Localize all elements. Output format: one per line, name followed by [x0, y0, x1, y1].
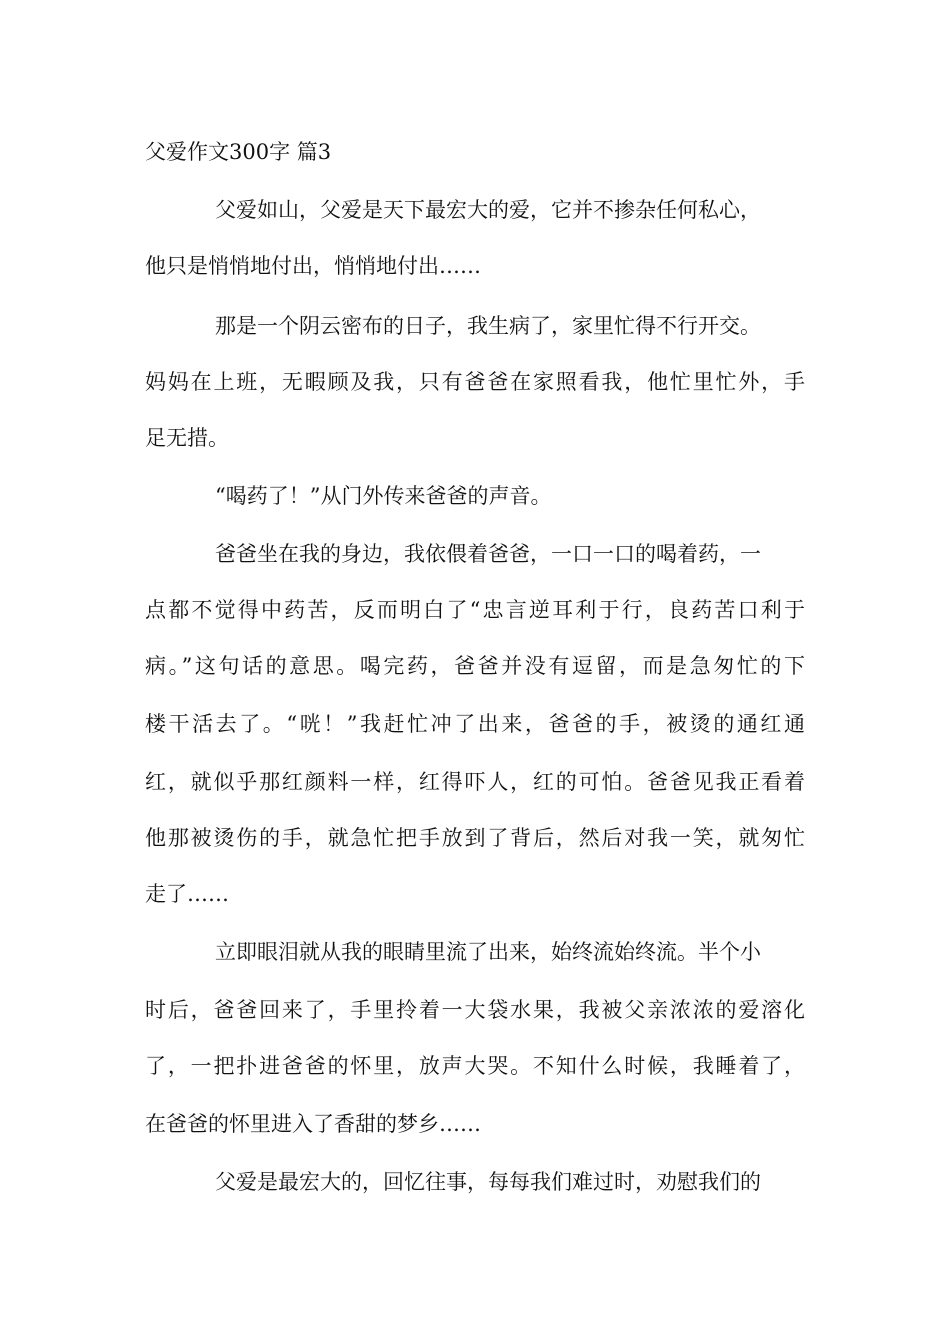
paragraph-5-line-4: 在爸爸的怀里进入了香甜的梦乡…… — [145, 1112, 481, 1136]
paragraph-4-line-1: 爸爸坐在我的身边，我依偎着爸爸，一口一口的喝着药，一 — [215, 542, 761, 566]
paragraph-1-line-1: 父爱如山，父爱是天下最宏大的爱，它并不掺杂任何私心， — [215, 198, 761, 222]
paragraph-5-line-2: 时后，爸爸回来了，手里拎着一大袋水果，我被父亲浓浓的爱溶化 — [145, 998, 805, 1022]
document-title: 父爱作文300字 篇3 — [145, 140, 332, 164]
paragraph-6-line-1: 父爱是最宏大的，回忆往事，每每我们难过时，劝慰我们的 — [215, 1170, 761, 1194]
paragraph-5-line-3: 了，一把扑进爸爸的怀里，放声大哭。不知什么时候，我睡着了， — [145, 1054, 805, 1078]
paragraph-4-line-7: 走了…… — [145, 882, 229, 906]
paragraph-2-line-2: 妈妈在上班，无暇顾及我，只有爸爸在家照看我，他忙里忙外，手 — [145, 370, 805, 394]
paragraph-3-line-1: “喝药了！”从门外传来爸爸的声音。 — [215, 484, 552, 508]
paragraph-4-line-2: 点都不觉得中药苦，反而明白了“忠言逆耳利于行，良药苦口利于 — [145, 598, 805, 622]
paragraph-2-line-1: 那是一个阴云密布的日子，我生病了，家里忙得不行开交。 — [215, 314, 761, 338]
paragraph-4-line-5: 红，就似乎那红颜料一样，红得吓人，红的可怕。爸爸见我正看着 — [145, 770, 805, 794]
paragraph-2-line-3: 足无措。 — [145, 426, 229, 450]
paragraph-5-line-1: 立即眼泪就从我的眼睛里流了出来，始终流始终流。半个小 — [215, 940, 761, 964]
paragraph-1-line-2: 他只是悄悄地付出，悄悄地付出…… — [145, 254, 481, 278]
paragraph-4-line-4: 楼干活去了。“咣！”我赶忙冲了出来，爸爸的手，被烫的通红通 — [145, 712, 805, 736]
paragraph-4-line-3: 病。”这句话的意思。喝完药，爸爸并没有逗留，而是急匆忙的下 — [145, 654, 805, 678]
paragraph-4-line-6: 他那被烫伤的手，就急忙把手放到了背后，然后对我一笑，就匆忙 — [145, 826, 805, 850]
